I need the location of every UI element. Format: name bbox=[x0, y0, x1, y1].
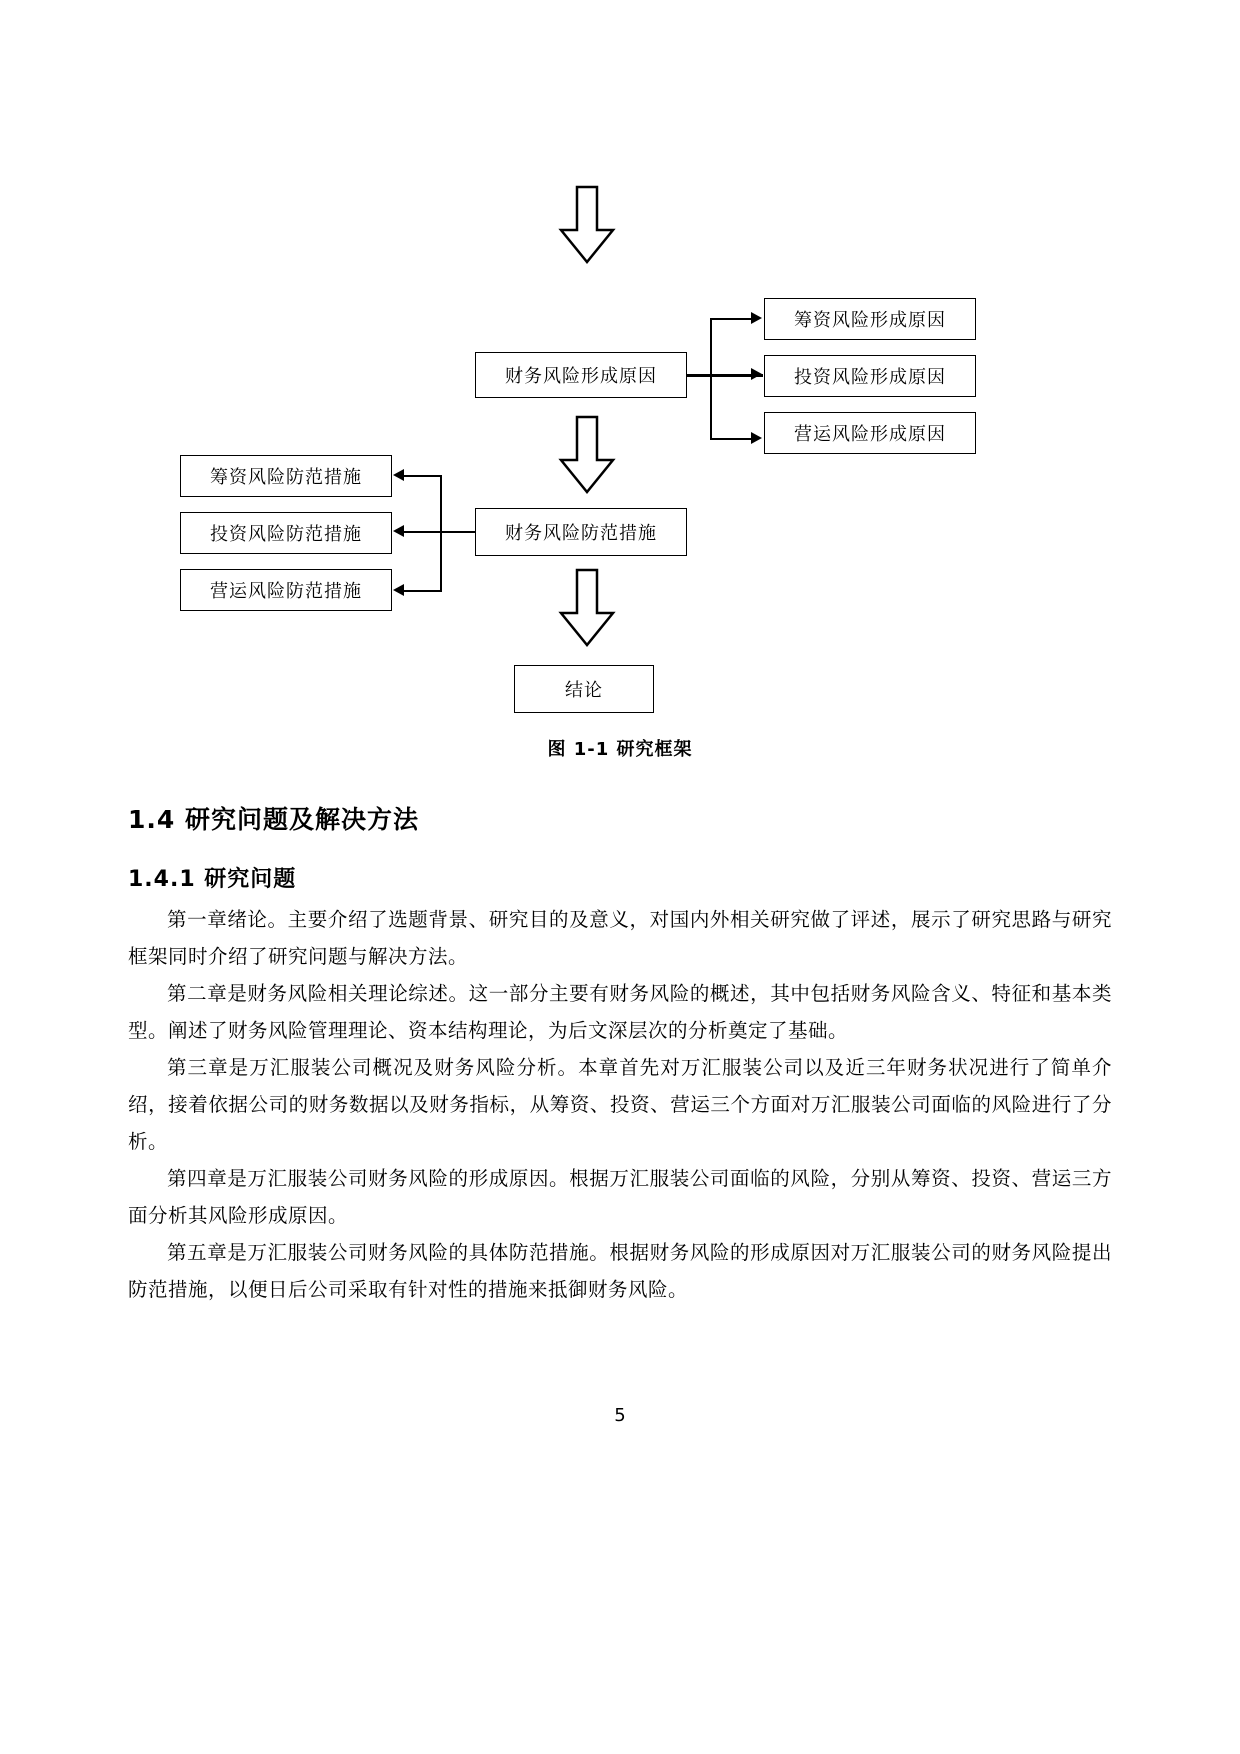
connector-measure-operate bbox=[404, 590, 442, 592]
box-measure-operate-label: 营运风险防范措施 bbox=[210, 581, 362, 602]
box-cause-invest bbox=[764, 355, 976, 397]
figure-caption: 图 1-1 研究框架 bbox=[547, 739, 693, 760]
page-number: 5 bbox=[614, 1405, 626, 1426]
box-measure-operate bbox=[180, 569, 392, 611]
connector-cause-spine bbox=[710, 319, 712, 439]
connector-cause-fund bbox=[710, 318, 753, 320]
paragraph: 第一章绪论。主要介绍了选题背景、研究目的及意义，对国内外相关研究做了评述，展示了研究思路与研究框架同时介绍了研究问题与解决方法。 bbox=[128, 908, 1112, 968]
connector-measure-spine bbox=[440, 476, 442, 592]
box-measure-fund bbox=[180, 455, 392, 497]
connector-measure-main-out bbox=[440, 531, 476, 533]
box-cause-fund bbox=[764, 298, 976, 340]
paragraph: 第五章是万汇服装公司财务风险的具体防范措施。根据财务风险的形成原因对万汇服装公司的财务风险提出防范措施，以便日后公司采取有针对性的措施来抵御财务风险。 bbox=[128, 1241, 1112, 1301]
box-measure-invest bbox=[180, 512, 392, 554]
research-framework-figure bbox=[0, 160, 1240, 780]
block-arrow-down-bottom bbox=[557, 568, 617, 648]
body-content bbox=[128, 800, 1112, 1308]
box-cause-invest-label: 投资风险形成原因 bbox=[794, 367, 946, 388]
arrowhead-measure-fund bbox=[393, 469, 404, 481]
box-cause-main-label: 财务风险形成原因 bbox=[505, 366, 657, 387]
box-conclusion-label: 结论 bbox=[565, 680, 603, 701]
arrowhead-cause-fund bbox=[751, 312, 762, 324]
arrowhead-measure-invest bbox=[393, 525, 404, 537]
connector-cause-operate bbox=[710, 438, 753, 440]
box-cause-fund-label: 筹资风险形成原因 bbox=[794, 310, 946, 331]
box-measure-invest-label: 投资风险防范措施 bbox=[210, 524, 362, 545]
arrowhead-measure-operate bbox=[393, 584, 404, 596]
connector-measure-fund bbox=[404, 475, 442, 477]
block-arrow-down-top bbox=[557, 185, 617, 265]
paragraph: 第三章是万汇服装公司概况及财务风险分析。本章首先对万汇服装公司以及近三年财务状况进行了简单介绍，接着依据公司的财务数据以及财务指标，从筹资、投资、营运三个方面对万汇服装公司面临的风险进行了分析。 bbox=[128, 1056, 1112, 1153]
box-cause-main bbox=[475, 352, 687, 398]
section-heading: 1.4 研究问题及解决方法 bbox=[128, 805, 419, 834]
connector-measure-invest bbox=[404, 531, 442, 533]
box-cause-operate-label: 营运风险形成原因 bbox=[794, 424, 946, 445]
box-measure-main-label: 财务风险防范措施 bbox=[505, 523, 657, 544]
arrowhead-cause-invest bbox=[751, 368, 762, 380]
subsection-heading: 1.4.1 研究问题 bbox=[128, 867, 297, 892]
paragraph: 第四章是万汇服装公司财务风险的形成原因。根据万汇服装公司面临的风险，分别从筹资、投资、营运三方面分析其风险形成原因。 bbox=[128, 1167, 1112, 1227]
box-conclusion bbox=[514, 665, 654, 713]
box-measure-fund-label: 筹资风险防范措施 bbox=[210, 467, 362, 488]
block-arrow-down-middle bbox=[557, 415, 617, 495]
box-measure-main bbox=[475, 508, 687, 556]
box-cause-operate bbox=[764, 412, 976, 454]
arrowhead-cause-operate bbox=[751, 432, 762, 444]
paragraph: 第二章是财务风险相关理论综述。这一部分主要有财务风险的概述，其中包括财务风险含义、特征和基本类型。阐述了财务风险管理理论、资本结构理论，为后文深层次的分析奠定了基础。 bbox=[128, 982, 1112, 1042]
